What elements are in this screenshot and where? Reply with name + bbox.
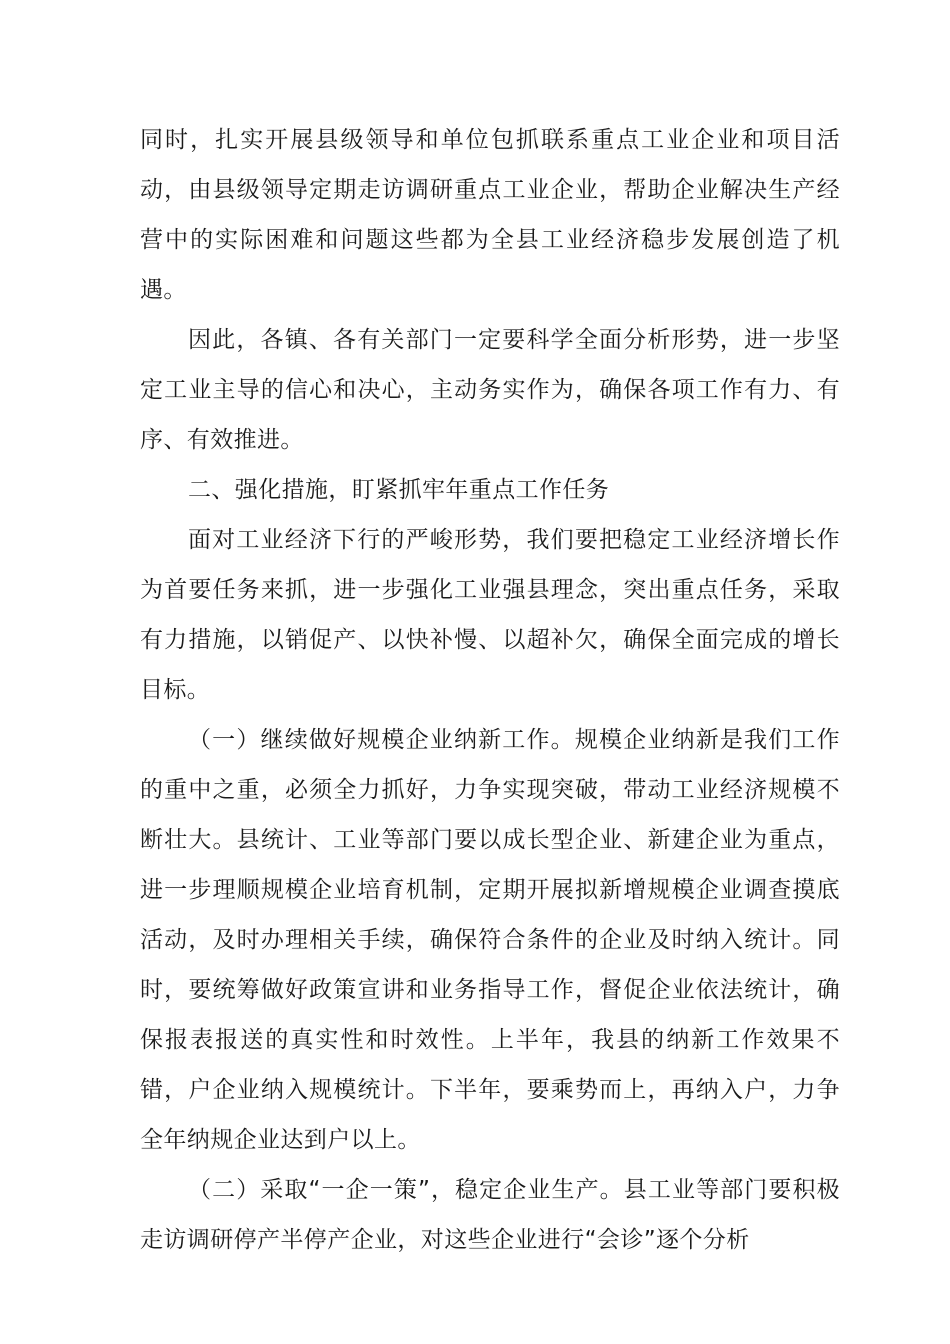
paragraph-4: （一）继续做好规模企业纳新工作。规模企业纳新是我们工作的重中之重，必须全力抓好，力争实现突破，带动工业经济规模不断壮大。县统计、工业等部门要以成长型企业、新建企业为重点，进一步理顺规模企业培育机制，定期开展拟新增规模企业调查摸底活动，及时办理相关手续，确保符合条件的企业及时纳入统计。同时，要统筹做好政策宣讲和业务指导工作，督促企业依法统计，确保报表报送的真实性和时效性。上半年，我县的纳新工作效果不错，户企业纳入规模统计。下半年，要乘势而上，再纳入户，力争全年纳规企业达到户以上。 — [140, 727, 840, 1153]
paragraph-1: 同时，扎实开展县级领导和单位包抓联系重点工业企业和项目活动，由县级领导定期走访调研重点工业企业，帮助企业解决生产经营中的实际困难和问题这些都为全县工业经济稳步发展创造了机遇。 — [140, 127, 840, 303]
paragraph-5: （二）采取“一企一策”，稳定企业生产。县工业等部门要积极走访调研停产半停产企业，对这些企业进行“会诊”逐个分析 — [140, 1177, 840, 1253]
document-body — [140, 115, 840, 1265]
paragraph-2: 因此，各镇、各有关部门一定要科学全面分析形势，进一步坚定工业主导的信心和决心，主动务实作为，确保各项工作有力、有序、有效推进。 — [140, 327, 840, 453]
paragraph-3: 面对工业经济下行的严峻形势，我们要把稳定工业经济增长作为首要任务来抓，进一步强化工业强县理念，突出重点任务，采取有力措施，以销促产、以快补慢、以超补欠，确保全面完成的增长目标。 — [140, 527, 840, 703]
section-heading: 二、强化措施，盯紧抓牢年重点工作任务 — [188, 477, 610, 503]
